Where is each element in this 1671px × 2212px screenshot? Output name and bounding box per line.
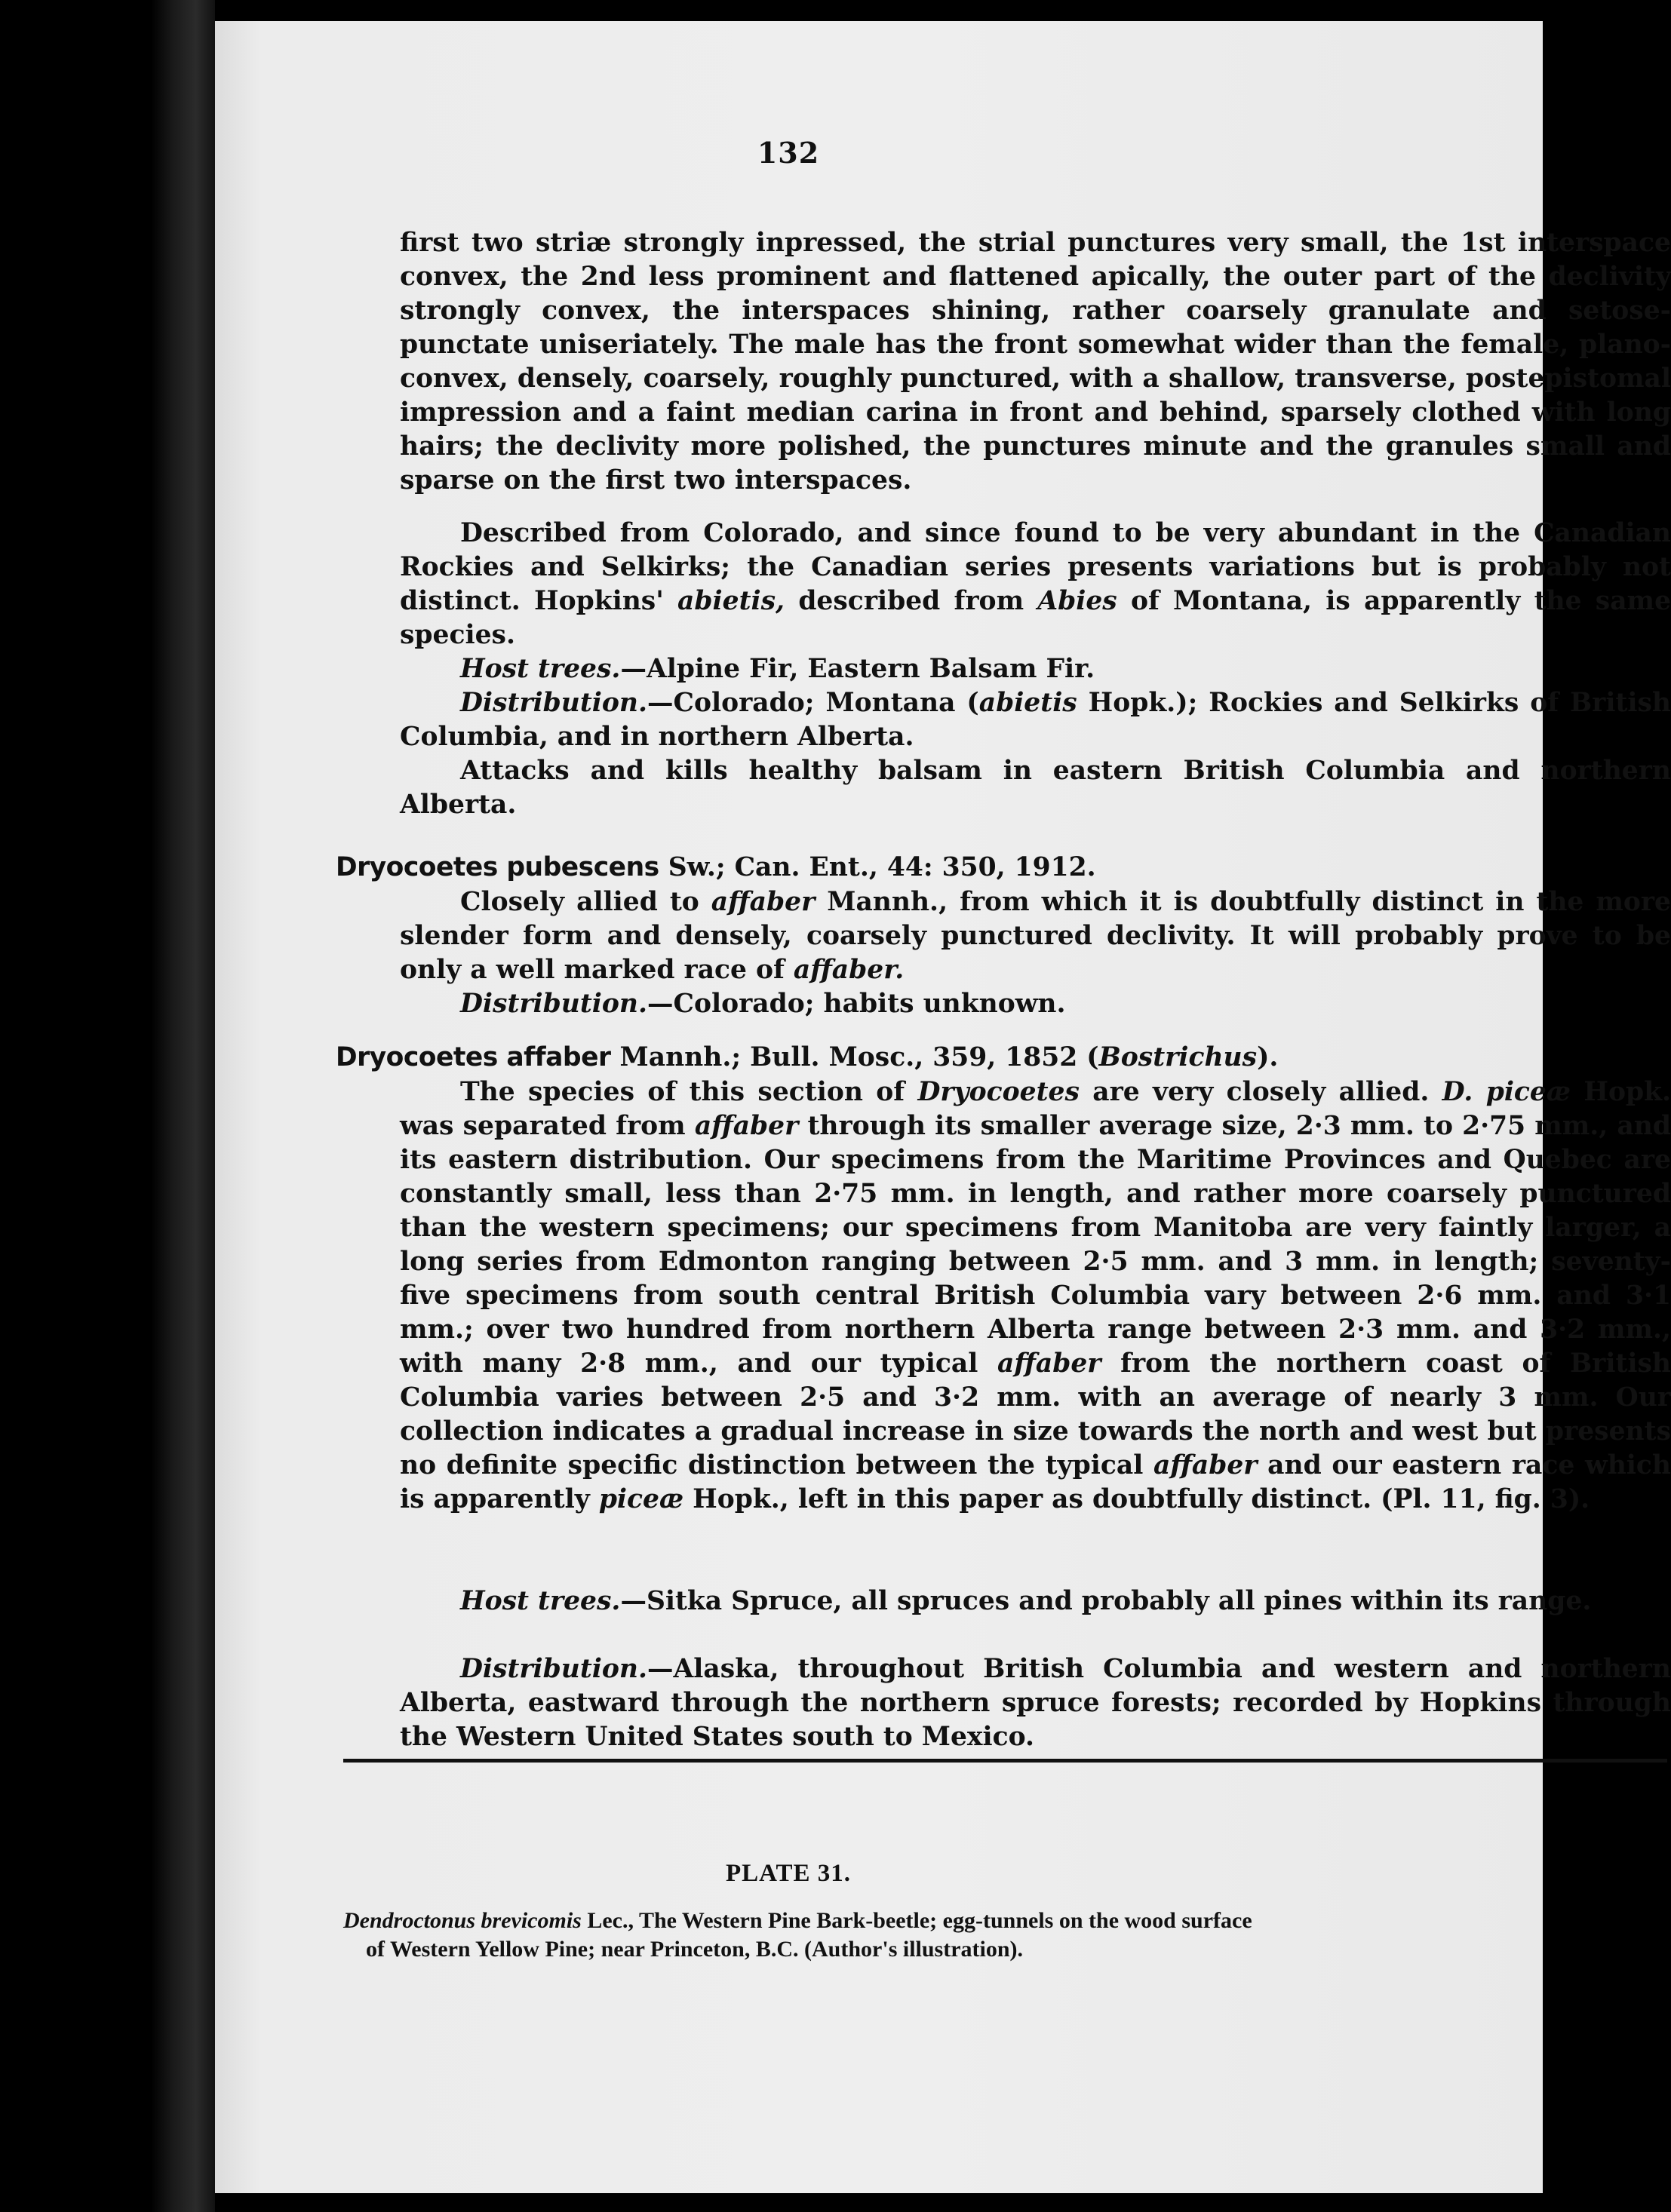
- text-span: Mannh., from which it is doubtfully distinct in the more slender form and densely, coarsely punctured declivity. It will probably prove to be only a well marked race of: [400, 887, 1671, 985]
- paragraph-description-continued: first two striæ strongly inpressed, the strial punctures very small, the 1st interspace convex, the 2nd less prominent and flattened apically, the outer part of the declivity strongly convex, the interspaces shining, rather coarsely granulate and setose-punctate uniseriately. The male has the front somewhat wider than the female, plano-convex, densely, coarsely, roughly punctured, with a shallow, transverse, postepistomal impression and a faint median carina in front and behind, sparsely clothed with long hairs; the declivity more polished, the punctures minute and the granules small and sparse on the first two interspaces.: [400, 228, 1671, 495]
- distribution-text: —Alaska, throughout British Columbia and western and northern Alberta, eastward through the northern spruce forests; recorded by Hopkins through the Western United States south to Mexico.: [400, 1654, 1671, 1752]
- page-number: 132: [757, 136, 820, 170]
- host-trees-text: —Alpine Fir, Eastern Balsam Fir.: [620, 654, 1095, 684]
- text-span: Hopk., left in this paper as doubtfully distinct. (Pl. 11, fig. 3).: [693, 1484, 1590, 1514]
- horizontal-rule: [343, 1759, 1667, 1763]
- text-span: and our eastern race which is apparently: [400, 1450, 1671, 1514]
- species-name: Dryocoetes affaber: [336, 1042, 611, 1072]
- text-span: from the northern coast of British Columbia varies between 2·5 and 3·2 mm. with an average of nearly 3 mm. Our collection indicates a gradual increase in size towards the north and west but presents no definite specific distinction between the typical: [400, 1348, 1671, 1480]
- text-span: Described from Colorado, and since found to be very abundant in the Canadian Rockies and Selkirks; the Canadian series presents variations but is probably not distinct. Hopkins': [400, 518, 1671, 616]
- text-span: Closely allied to: [460, 887, 699, 917]
- distribution-label: Distribution.: [460, 688, 648, 718]
- caption-line: [343, 1907, 1671, 1935]
- text-span: are very closely allied.: [1092, 1077, 1430, 1107]
- distribution-text: —Colorado; habits unknown.: [647, 989, 1066, 1019]
- text-span: Lec., The Western Pine Bark-beetle; egg-tunnels on the wood surface: [587, 1908, 1252, 1933]
- taxon-name: Abies: [1037, 586, 1117, 616]
- distribution-label: Distribution.: [460, 989, 648, 1019]
- taxon-name: affaber: [711, 887, 816, 917]
- taxon-name: Dryocoetes: [917, 1077, 1080, 1107]
- text-span: ).: [1257, 1042, 1279, 1072]
- distribution-paragraph: [400, 1652, 1671, 1754]
- document-page: [215, 21, 1671, 2193]
- host-trees-text: —Sitka Spruce, all spruces and probably all pines within its range.: [620, 1586, 1592, 1616]
- taxon-name: abietis,: [677, 586, 785, 616]
- host-trees-label: Host trees.: [460, 654, 621, 684]
- distribution-line: [400, 987, 1671, 1021]
- paragraph-attacks: Attacks and kills healthy balsam in eastern British Columbia and northern Alberta.: [400, 756, 1671, 820]
- species-citation: Sw.; Can. Ent., 44: 350, 1912.: [668, 852, 1096, 882]
- paragraph-affaber: [400, 1075, 1671, 1517]
- text-span: through its smaller average size, 2·3 mm. to 2·75 mm., and its eastern distribution. Our specimens from the Maritime Provinces and Quebec are constantly small, less than 2·75 mm. in length, and rather more coarsely punctured than the western specimens; our specimens from Manitoba are very faintly larger, a long series from Edmonton ranging between 2·5 mm. and 3 mm. in length; seventy-five specimens from south central British Columbia vary between 2·6 mm. and 3·1 mm.; over two hundred from northern Alberta range between 2·3 mm. and 3·2 mm., with many 2·8 mm., and our typical: [400, 1111, 1671, 1379]
- text-span: of Montana, is apparently the same species.: [400, 586, 1671, 650]
- text-span: Hopk.); Rockies and Selkirks of British Columbia, and in northern Alberta.: [400, 688, 1671, 752]
- taxon-name: piceæ: [598, 1484, 684, 1514]
- paragraph-pubescens: [400, 885, 1671, 987]
- host-trees-line: [400, 652, 1671, 686]
- paragraph-described-from: [400, 517, 1671, 652]
- species-heading-pubescens: [336, 851, 1671, 885]
- taxon-name: Dendroctonus brevicomis: [343, 1908, 582, 1933]
- species-heading-affaber: [336, 1041, 1671, 1075]
- distribution-paragraph: [400, 686, 1671, 754]
- taxon-name: affaber: [997, 1348, 1101, 1379]
- plate-title: PLATE 31.: [725, 1860, 852, 1887]
- text-span: —Colorado; Montana (: [647, 688, 979, 718]
- species-citation: Mannh.; Bull. Mosc., 359, 1852 (: [619, 1042, 1099, 1072]
- scanner-edge: [0, 0, 215, 2212]
- taxon-name: Bostrichus: [1098, 1042, 1258, 1072]
- species-name: Dryocoetes pubescens: [336, 852, 659, 882]
- text-span: The species of this section of: [460, 1077, 905, 1107]
- distribution-label: Distribution.: [460, 1654, 648, 1684]
- text-span: described from: [798, 586, 1024, 616]
- host-trees-label: Host trees.: [460, 1586, 621, 1616]
- taxon-name: D. piceæ: [1442, 1077, 1571, 1107]
- plate-caption: [343, 1907, 1671, 1964]
- taxon-name: abietis: [978, 688, 1077, 718]
- taxon-name: affaber.: [793, 955, 905, 985]
- taxon-name: affaber: [694, 1111, 799, 1141]
- text-span: Hopk. was separated from: [400, 1077, 1671, 1141]
- host-trees-paragraph: [400, 1585, 1671, 1618]
- taxon-name: affaber: [1153, 1450, 1258, 1480]
- caption-line: of Western Yellow Pine; near Princeton, B.C. (Author's illustration).: [366, 1937, 1024, 1962]
